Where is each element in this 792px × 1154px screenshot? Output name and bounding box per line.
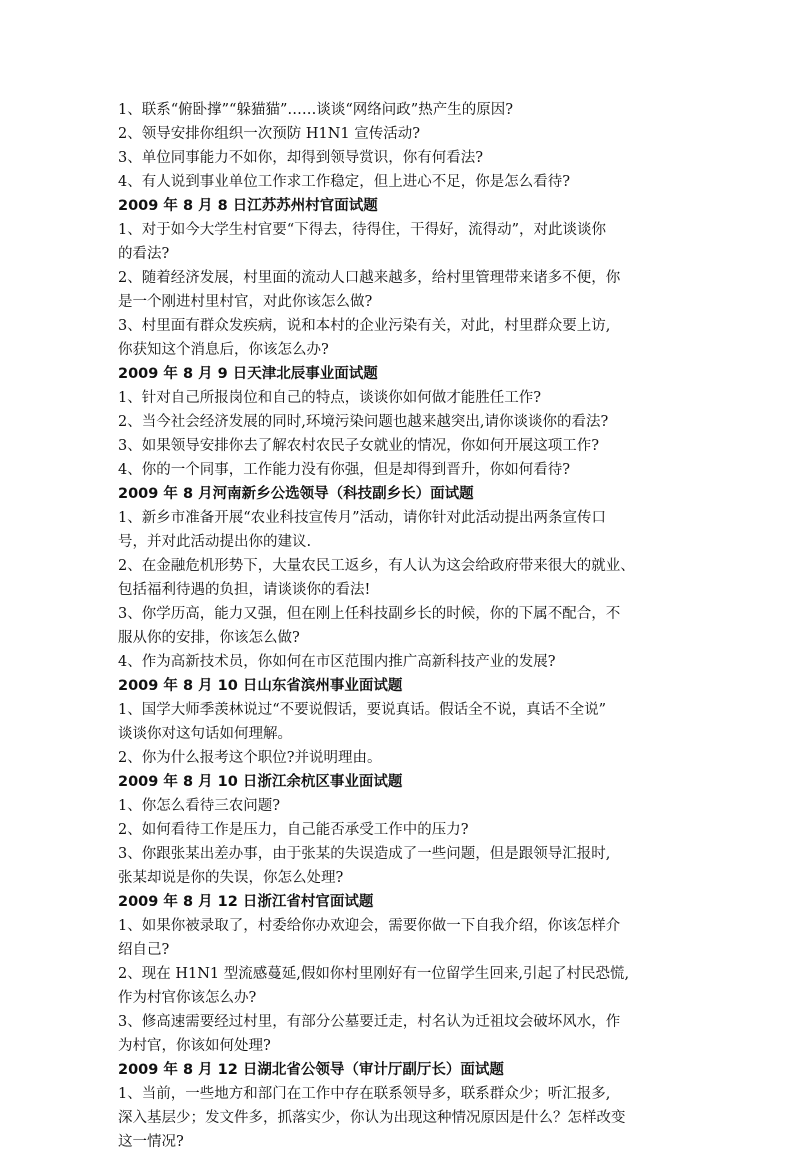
question-line: 2、你为什么报考这个职位?并说明理由。 [118, 750, 382, 766]
question-line: 3、修高速需要经过村里，有部分公墓要迁走，村名认为迁祖坟会破坏风水，作 [118, 1014, 621, 1030]
question-line: 3、你跟张某出差办事，由于张某的失误造成了一些问题，但是跟领导汇报时, [118, 846, 611, 862]
question-item [118, 746, 678, 770]
question-section [118, 674, 678, 770]
question-line: 包括福利待遇的负担，请谈谈你的看法! [118, 582, 371, 598]
section-heading: 2009 年 8 月 10 日浙江余杭区事业面试题 [118, 774, 403, 790]
question-item [118, 410, 678, 434]
question-line: 3、如果领导安排你去了解农村农民子女就业的情况，你如何开展这项工作? [118, 438, 599, 454]
question-line: 1、如果你被录取了，村委给你办欢迎会，需要你做一下自我介绍，你该怎样介 [118, 918, 621, 934]
question-item [118, 218, 678, 266]
question-section [118, 98, 678, 194]
question-line: 绍自己? [118, 942, 170, 958]
section-heading: 2009 年 8 月 9 日天津北辰事业面试题 [118, 366, 378, 382]
question-item [118, 650, 678, 674]
question-item [118, 698, 678, 746]
document-page [118, 98, 678, 1154]
question-item [118, 842, 678, 890]
question-line: 2、随着经济发展，村里面的流动人口越来越多，给村里管理带来诸多不便，你 [118, 270, 621, 286]
question-line: 2、如何看待工作是压力，自己能否承受工作中的压力? [118, 822, 469, 838]
question-line: 这一情况? [118, 1134, 184, 1150]
question-item [118, 554, 678, 602]
question-line: 1、对于如今大学生村官要“下得去，待得住，干得好，流得动”，对此谈谈你 [118, 222, 607, 238]
question-line: 1、国学大师季羡林说过“不要说假话，要说真话。假话全不说，真话不全说” [118, 702, 607, 718]
question-line: 深入基层少；发文件多，抓落实少，你认为出现这种情况原因是什么？怎样改变 [118, 1110, 626, 1126]
question-line: 谈谈你对这句话如何理解。 [118, 726, 292, 742]
question-item [118, 506, 678, 554]
question-line: 3、单位同事能力不如你，却得到领导赏识，你有何看法? [118, 150, 483, 166]
question-item [118, 458, 678, 482]
question-section [118, 1058, 678, 1154]
question-section [118, 482, 678, 674]
question-section [118, 770, 678, 890]
question-line: 号，并对此活动提出你的建议. [118, 534, 312, 550]
question-item [118, 434, 678, 458]
question-line: 的看法? [118, 246, 170, 262]
question-line: 2、在金融危机形势下，大量农民工返乡，有人认为这会给政府带来很大的就业、 [118, 558, 635, 574]
question-item [118, 1010, 678, 1058]
question-item [118, 146, 678, 170]
question-item [118, 122, 678, 146]
question-line: 4、你的一个同事，工作能力没有你强，但是却得到晋升，你如何看待? [118, 462, 570, 478]
section-heading: 2009 年 8 月 12 日湖北省公领导（审计厅副厅长）面试题 [118, 1062, 504, 1078]
question-line: 为村官，你该如何处理? [118, 1038, 271, 1054]
section-heading: 2009 年 8 月 10 日山东省滨州事业面试题 [118, 678, 403, 694]
question-item [118, 314, 678, 362]
question-item [118, 1082, 678, 1154]
question-item [118, 962, 678, 1010]
question-line: 1、新乡市准备开展“农业科技宣传月”活动，请你针对此活动提出两条宣传口 [118, 510, 607, 526]
question-item [118, 386, 678, 410]
question-line: 2、现在 H1N1 型流感蔓延,假如你村里刚好有一位留学生回来,引起了村民恐慌, [118, 966, 630, 982]
section-heading: 2009 年 8 月河南新乡公选领导（科技副乡长）面试题 [118, 486, 474, 502]
question-line: 服从你的安排，你该怎么做? [118, 630, 300, 646]
question-item [118, 818, 678, 842]
question-section [118, 194, 678, 362]
question-line: 1、当前，一些地方和部门在工作中存在联系领导多，联系群众少；听汇报多, [118, 1086, 611, 1102]
question-line: 3、你学历高，能力又强，但在刚上任科技副乡长的时候，你的下属不配合，不 [118, 606, 621, 622]
question-line: 2、领导安排你组织一次预防 H1N1 宣传活动? [118, 126, 420, 142]
question-section [118, 890, 678, 1058]
question-line: 3、村里面有群众发疾病，说和本村的企业污染有关，对此，村里群众要上访, [118, 318, 611, 334]
question-line: 2、当今社会经济发展的同时,环境污染问题也越来越突出,请你谈谈你的看法? [118, 414, 609, 430]
question-line: 4、有人说到事业单位工作求工作稳定，但上进心不足，你是怎么看待? [118, 174, 570, 190]
question-line: 1、针对自己所报岗位和自己的特点，谈谈你如何做才能胜任工作? [118, 390, 541, 406]
question-item [118, 914, 678, 962]
question-line: 是一个刚进村里村官，对此你该怎么做? [118, 294, 373, 310]
question-item [118, 266, 678, 314]
question-section [118, 362, 678, 482]
question-item [118, 794, 678, 818]
question-line: 你获知这个消息后，你该怎么办? [118, 342, 329, 358]
question-line: 1、联系“俯卧撑”“躲猫猫”……谈谈“网络问政”热产生的原因? [118, 102, 513, 118]
question-item [118, 170, 678, 194]
question-line: 4、作为高新技术员，你如何在市区范围内推广高新科技产业的发展? [118, 654, 556, 670]
question-item [118, 98, 678, 122]
section-heading: 2009 年 8 月 8 日江苏苏州村官面试题 [118, 198, 378, 214]
question-line: 张某却说是你的失误，你怎么处理? [118, 870, 344, 886]
question-line: 1、你怎么看待三农问题? [118, 798, 280, 814]
section-heading: 2009 年 8 月 12 日浙江省村官面试题 [118, 894, 374, 910]
question-line: 作为村官你该怎么办? [118, 990, 257, 1006]
question-item [118, 602, 678, 650]
